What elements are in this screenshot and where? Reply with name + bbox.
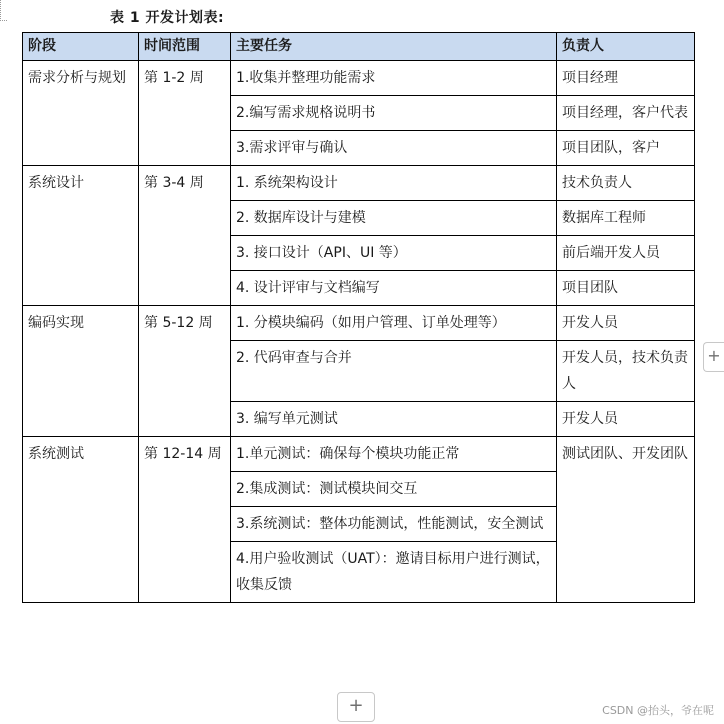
time-cell: 第 12-14 周 <box>139 437 231 603</box>
owner-cell: 项目经理，客户代表 <box>557 96 695 131</box>
task-cell: 4. 设计评审与文档编写 <box>231 271 557 306</box>
task-cell: 2.集成测试：测试模块间交互 <box>231 472 557 507</box>
header-owner: 负责人 <box>557 33 695 61</box>
owner-cell: 测试团队、开发团队 <box>557 437 695 603</box>
table-caption: 表 1 开发计划表: <box>110 10 225 26</box>
header-time-range: 时间范围 <box>139 33 231 61</box>
table-header-row <box>23 33 695 61</box>
table-row <box>23 166 695 201</box>
task-cell: 1.单元测试：确保每个模块功能正常 <box>231 437 557 472</box>
stage-cell: 需求分析与规划 <box>23 61 139 166</box>
add-row-plus-icon[interactable]: + <box>337 692 375 722</box>
development-plan-table <box>22 32 695 603</box>
task-cell: 1. 系统架构设计 <box>231 166 557 201</box>
stage-cell: 系统设计 <box>23 166 139 306</box>
time-cell: 第 3-4 周 <box>139 166 231 306</box>
stage-cell: 编码实现 <box>23 306 139 437</box>
task-cell: 2. 代码审查与合并 <box>231 341 557 402</box>
table-row <box>23 61 695 96</box>
table-row <box>23 306 695 341</box>
owner-cell: 项目经理 <box>557 61 695 96</box>
csdn-watermark: CSDN @抬头，爷在呢 <box>602 704 714 717</box>
task-cell: 1.收集并整理功能需求 <box>231 61 557 96</box>
owner-cell: 开发人员 <box>557 402 695 437</box>
owner-cell: 项目团队 <box>557 271 695 306</box>
time-cell: 第 5-12 周 <box>139 306 231 437</box>
time-cell: 第 1-2 周 <box>139 61 231 166</box>
task-cell: 2.编写需求规格说明书 <box>231 96 557 131</box>
owner-cell: 项目团队，客户 <box>557 131 695 166</box>
task-cell: 4.用户验收测试（UAT）：邀请目标用户进行测试，收集反馈 <box>231 542 557 603</box>
header-main-tasks: 主要任务 <box>231 33 557 61</box>
owner-cell: 数据库工程师 <box>557 201 695 236</box>
table-row <box>23 437 695 472</box>
section-corner-mark <box>0 0 7 21</box>
task-cell: 1. 分模块编码（如用户管理、订单处理等） <box>231 306 557 341</box>
owner-cell: 开发人员，技术负责人 <box>557 341 695 402</box>
stage-cell: 系统测试 <box>23 437 139 603</box>
owner-cell: 开发人员 <box>557 306 695 341</box>
owner-cell: 技术负责人 <box>557 166 695 201</box>
task-cell: 2. 数据库设计与建模 <box>231 201 557 236</box>
task-cell: 3.系统测试：整体功能测试，性能测试，安全测试 <box>231 507 557 542</box>
header-stage: 阶段 <box>23 33 139 61</box>
task-cell: 3. 编写单元测试 <box>231 402 557 437</box>
task-cell: 3.需求评审与确认 <box>231 131 557 166</box>
add-column-plus-icon[interactable]: + <box>703 342 724 372</box>
task-cell: 3. 接口设计（API、UI 等） <box>231 236 557 271</box>
owner-cell: 前后端开发人员 <box>557 236 695 271</box>
